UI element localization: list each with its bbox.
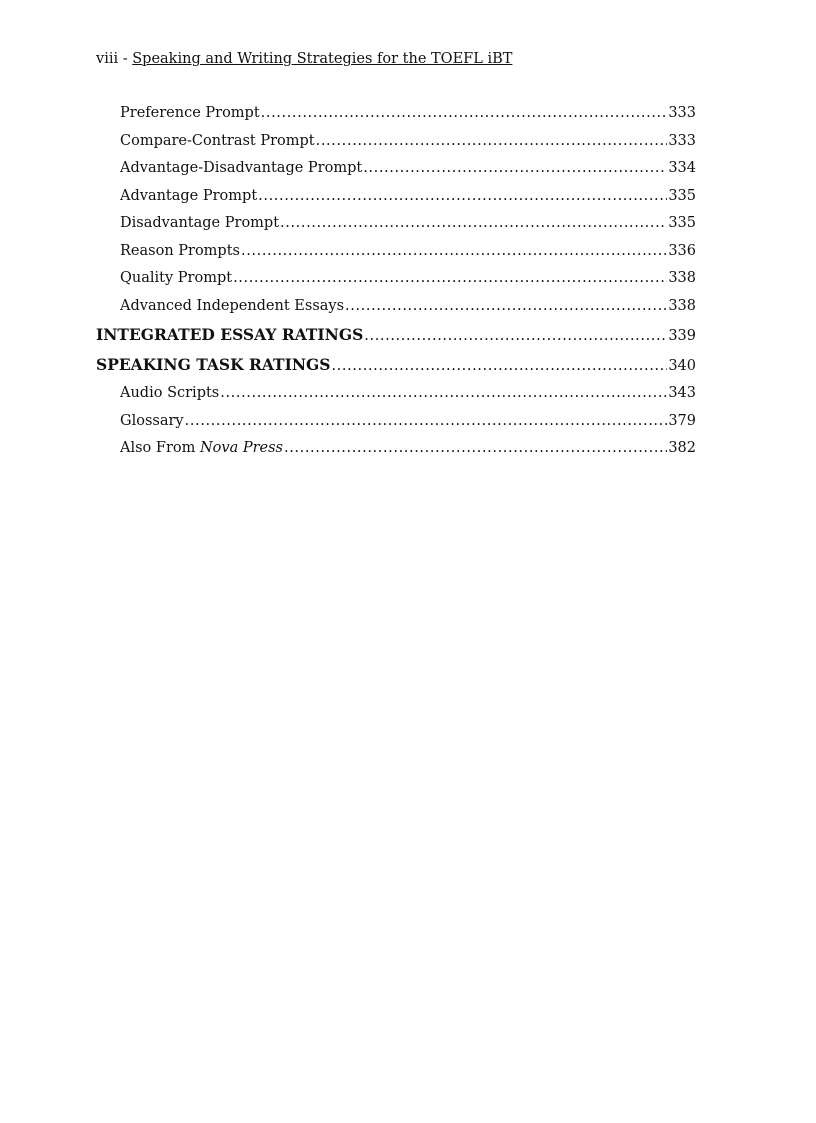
toc-section-integrated-essay-ratings[interactable]	[96, 320, 696, 350]
running-header	[96, 51, 512, 67]
toc-entry-label: Glossary	[120, 412, 184, 429]
dot-leader	[258, 183, 667, 211]
toc-entry-advantage-disadvantage-prompt[interactable]	[96, 155, 696, 183]
toc-entry-label: Preference Prompt	[120, 105, 260, 121]
toc-entry-advantage-prompt[interactable]	[96, 183, 696, 211]
toc-entry-page: 335	[668, 187, 696, 204]
toc-entry-glossary[interactable]	[96, 408, 696, 436]
dot-leader	[233, 265, 667, 293]
toc-entry-page: 333	[668, 132, 696, 149]
toc-entry-page: 343	[668, 385, 696, 401]
toc-entry-label-plain: Also From	[120, 440, 200, 456]
toc-entry-also-from-nova-press[interactable]	[96, 435, 696, 463]
toc-entry-preference-prompt[interactable]	[96, 100, 696, 128]
toc-entry-disadvantage-prompt[interactable]	[96, 210, 696, 238]
header-page-number: viii -	[96, 51, 133, 67]
dot-leader	[363, 155, 667, 183]
toc-section-speaking-task-ratings[interactable]	[96, 350, 696, 380]
toc-entry-page: 334	[668, 160, 696, 176]
toc-entry-label: Quality Prompt	[120, 270, 233, 286]
header-book-title: Speaking and Writing Strategies for the TOEFL iBT	[132, 51, 513, 67]
dot-leader	[364, 321, 667, 351]
toc-entry-label: Advanced Independent Essays	[120, 297, 345, 314]
toc-entry-page: 379	[668, 412, 696, 429]
toc-entry-label: Advantage-Disadvantage Prompt	[120, 160, 363, 176]
dot-leader	[331, 351, 667, 381]
dot-leader	[284, 435, 667, 463]
toc-entry-page: 382	[668, 440, 696, 456]
dot-leader	[345, 293, 667, 321]
toc-entry-label-publisher: Nova Press	[199, 440, 283, 456]
dot-leader	[280, 210, 667, 238]
toc-entry-page: 338	[668, 297, 696, 314]
toc-entry-page: 333	[668, 105, 696, 121]
dot-leader	[261, 100, 668, 128]
toc-entry-page: 339	[668, 328, 696, 344]
dot-leader	[185, 408, 668, 436]
dot-leader	[241, 238, 667, 266]
dot-leader	[220, 380, 667, 408]
toc-entry-label	[120, 435, 283, 463]
toc-entry-quality-prompt[interactable]	[96, 265, 696, 293]
toc-entry-advanced-independent-essays[interactable]	[96, 293, 696, 321]
toc-entry-label: Advantage Prompt	[120, 187, 258, 204]
toc-entry-label: Audio Scripts	[120, 385, 220, 401]
toc-entry-audio-scripts[interactable]	[96, 380, 696, 408]
toc-entry-page: 340	[668, 358, 696, 374]
toc-entry-label: Compare-Contrast Prompt	[120, 132, 315, 149]
dot-leader	[316, 128, 668, 156]
toc-entry-page: 335	[668, 215, 696, 231]
toc-entry-page: 336	[668, 242, 696, 259]
toc-entry-compare-contrast-prompt[interactable]	[96, 128, 696, 156]
toc-entry-reason-prompts[interactable]	[96, 238, 696, 266]
toc-entry-page: 338	[668, 270, 696, 286]
toc-entry-label: Disadvantage Prompt	[120, 215, 280, 231]
toc-section-label: INTEGRATED ESSAY RATINGS	[96, 325, 364, 344]
toc-entry-label: Reason Prompts	[120, 242, 240, 259]
toc-section-label: SPEAKING TASK RATINGS	[96, 355, 331, 374]
table-of-contents	[96, 100, 696, 463]
